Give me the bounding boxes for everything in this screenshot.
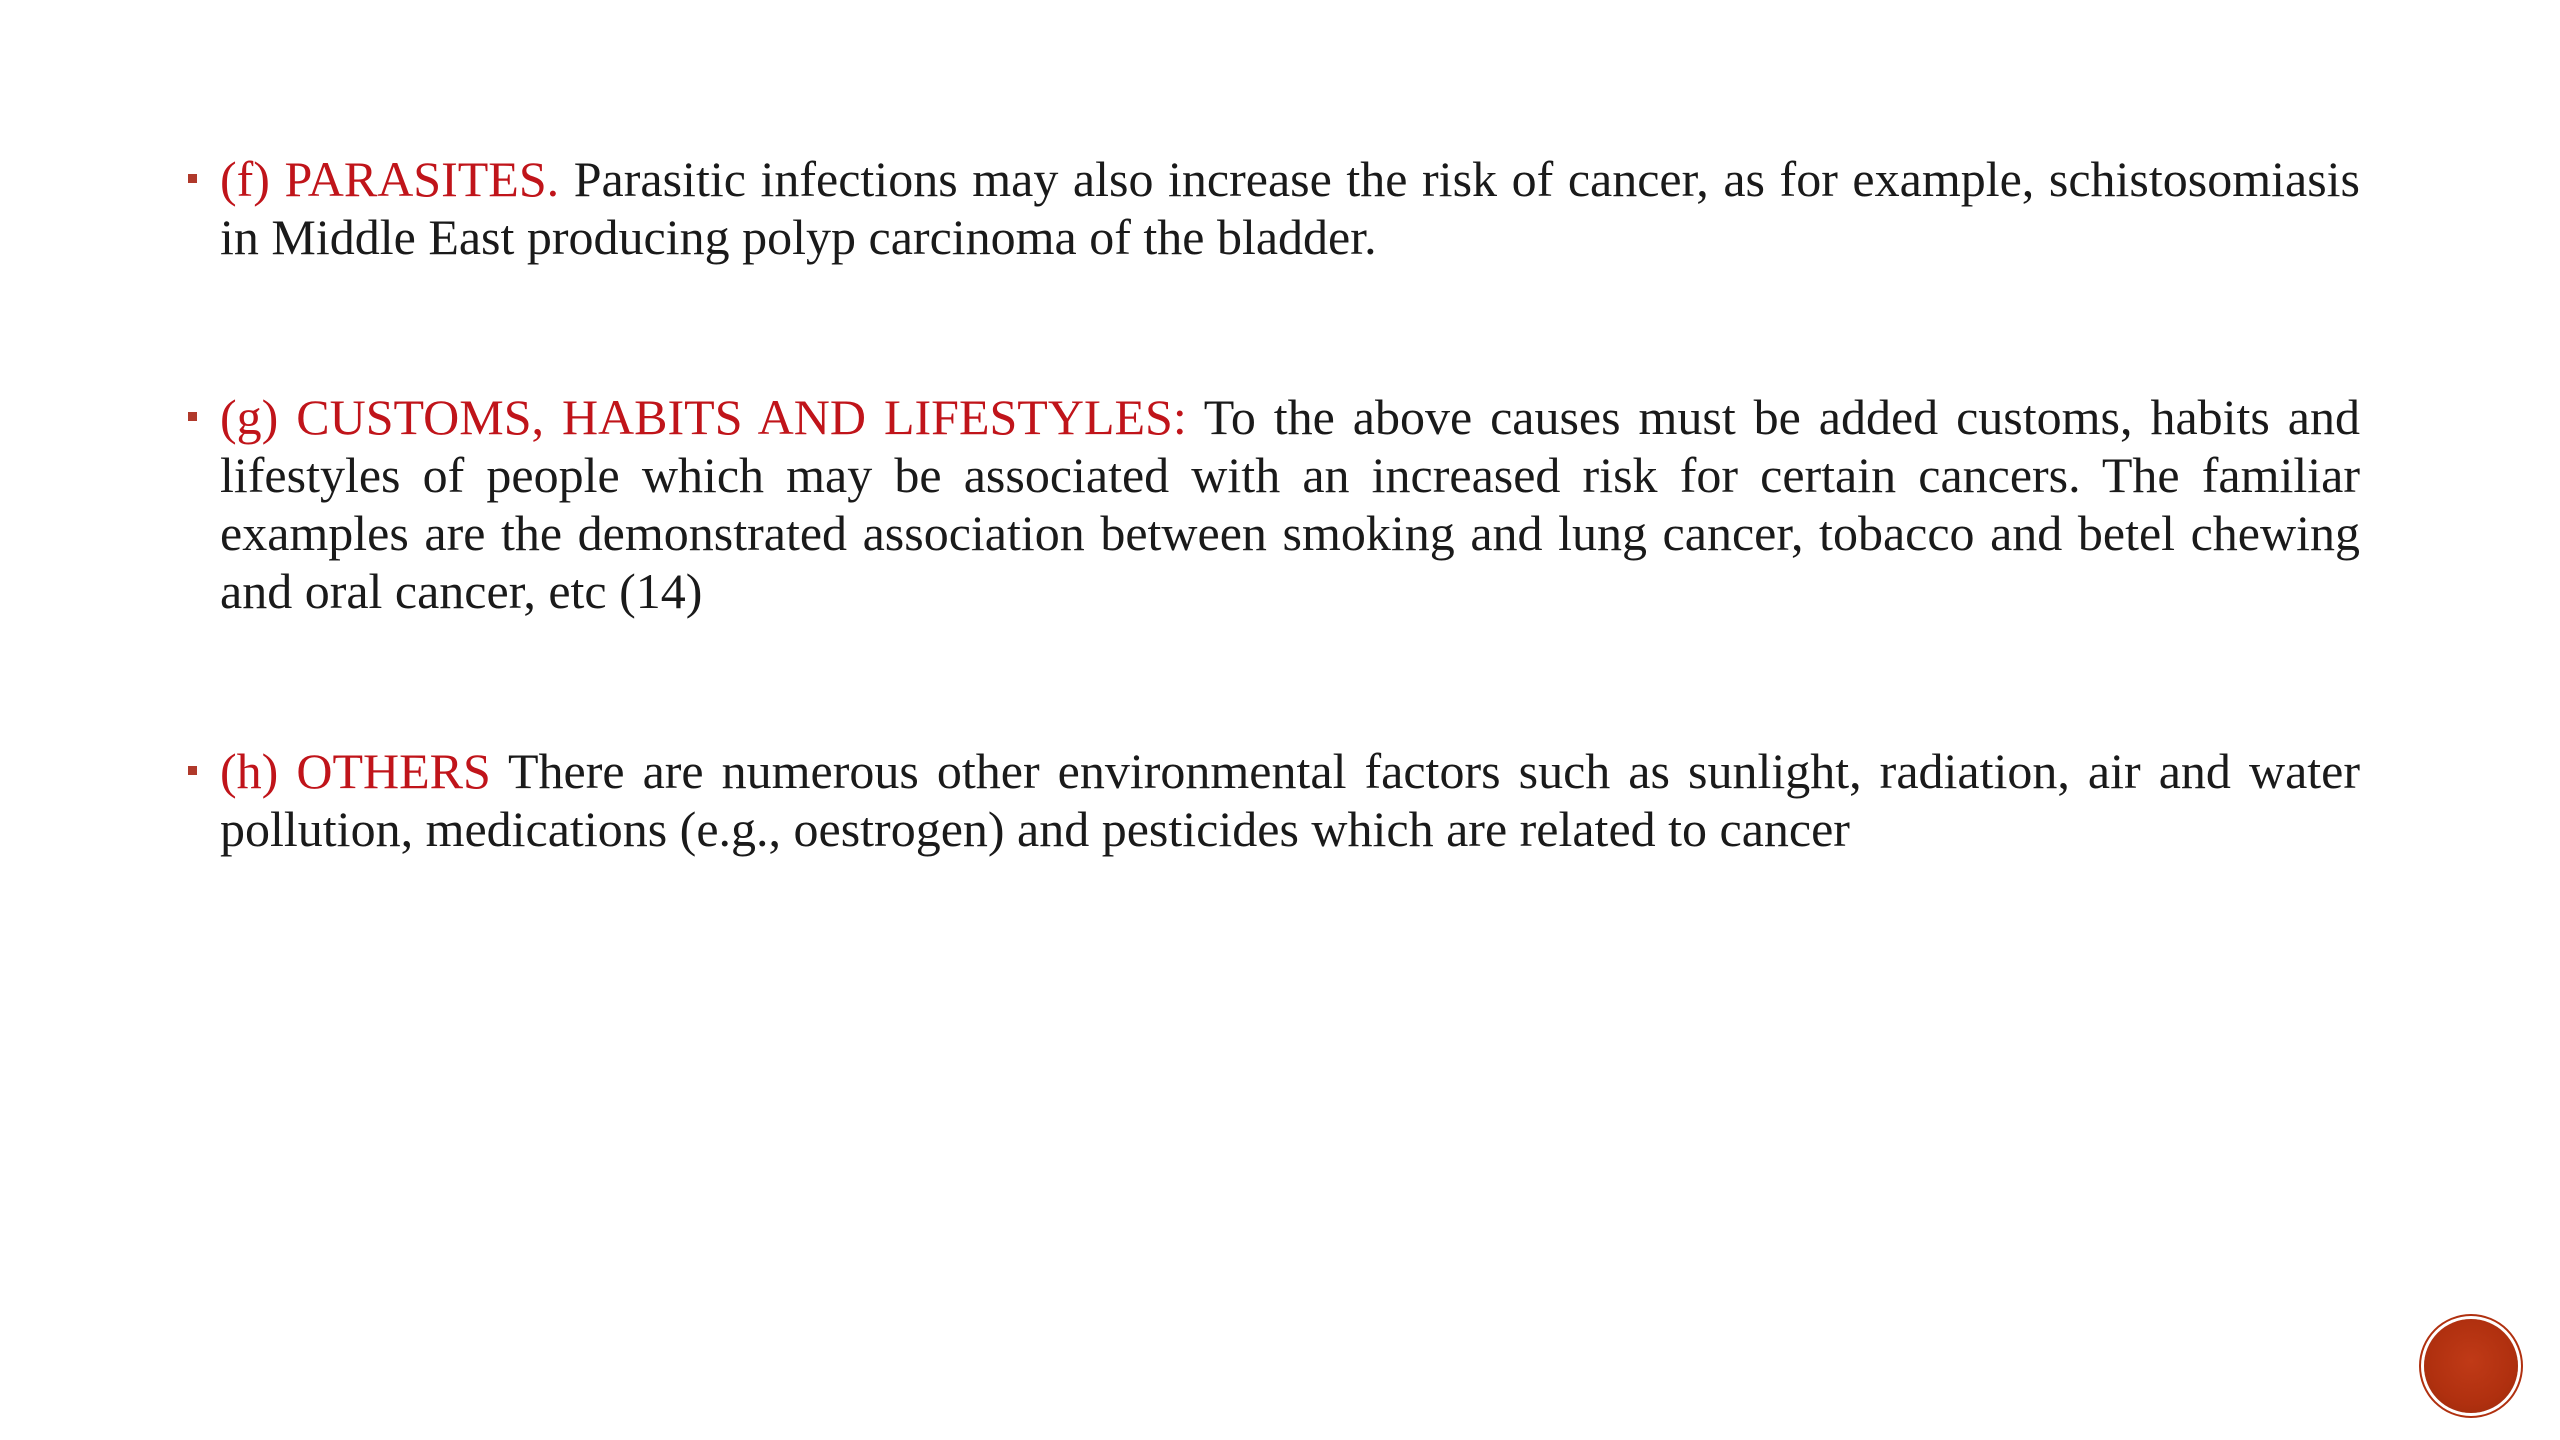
bullet-item-customs — [170, 388, 2360, 620]
square-bullet-icon — [188, 766, 197, 775]
bullet-text: There are numerous other environmental factors such as sunlight, radiation, air and water pollution, medications (e.g., oestrogen) and pesticides which are related to cancer — [220, 743, 2360, 857]
bullet-item-others — [170, 742, 2360, 858]
bullet-heading: (g) CUSTOMS, HABITS AND LIFESTYLES: — [220, 389, 1187, 445]
slide-number-badge — [2424, 1319, 2518, 1413]
bullet-heading: (f) PARASITES. — [220, 151, 560, 207]
bullet-item-parasites — [170, 150, 2360, 266]
bullet-heading: (h) OTHERS — [220, 743, 491, 799]
square-bullet-icon — [188, 174, 197, 183]
bullet-text: To the above causes must be added customs, habits and lifestyles of people which may be associated with an increased risk for certain cancers. The familiar examples are the demonstrated association between smoking and lung cancer, tobacco and betel chewing and oral cancer, etc (14) — [220, 389, 2360, 619]
bullet-list — [170, 150, 2360, 980]
bullet-text: Parasitic infections may also increase the risk of cancer, as for example, schistosomiasis in Middle East producing polyp carcinoma of the bladder. — [220, 151, 2361, 265]
square-bullet-icon — [188, 412, 197, 421]
